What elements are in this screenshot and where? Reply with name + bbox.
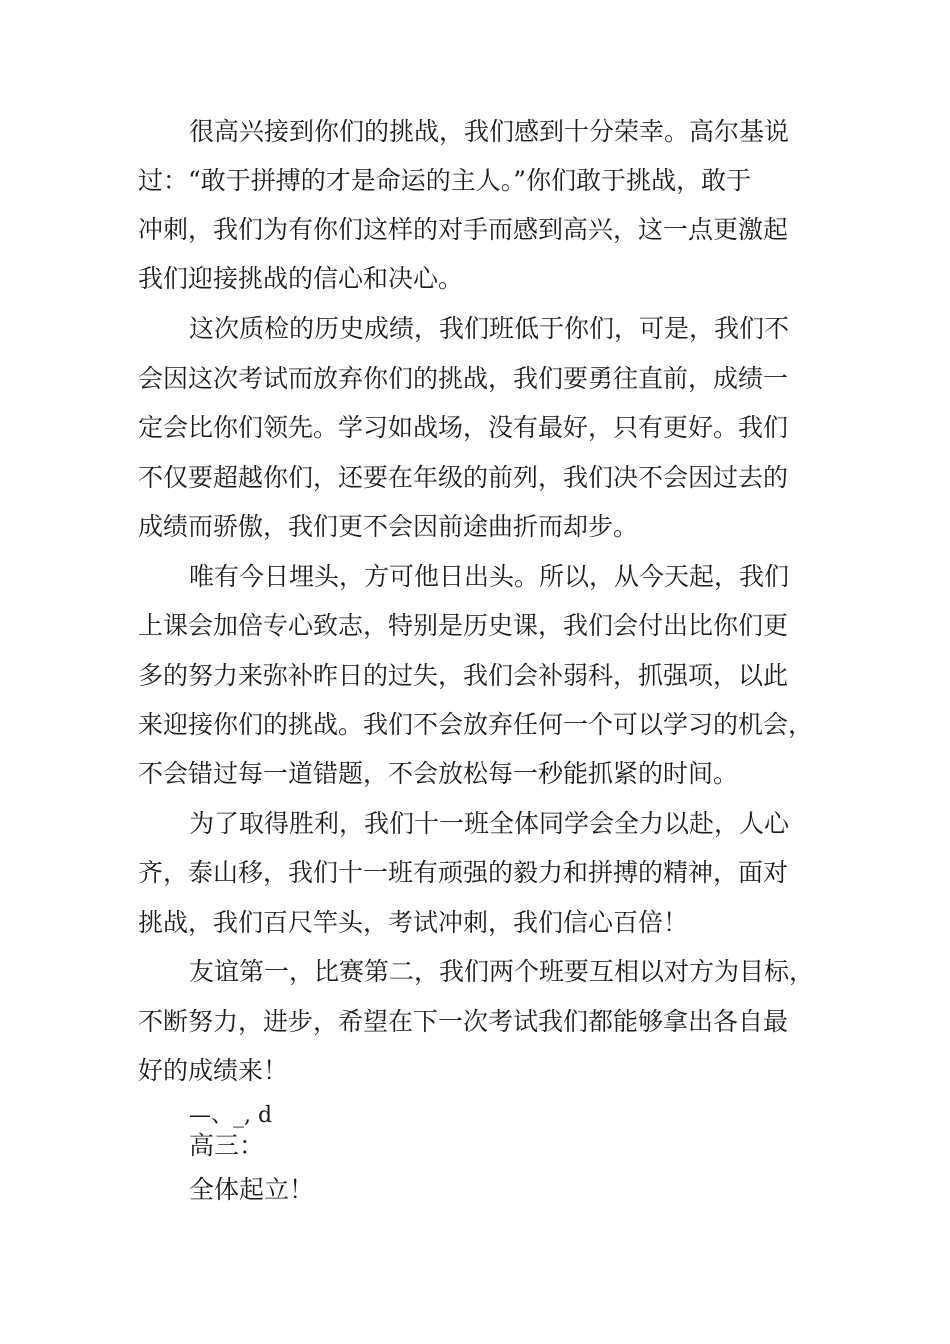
paragraph-3-line-5: 不会错过每一道错题，不会放松每一秒能抓紧的时间。 xyxy=(138,759,739,788)
paragraph-5-line-3: 好的成绩来！ xyxy=(138,1056,289,1085)
paragraph-5-line-1: 友谊第一，比赛第二，我们两个班要互相以对方为目标， xyxy=(189,957,815,986)
paragraph-3-line-1: 唯有今日埋头，方可他日出头。所以，从今天起，我们 xyxy=(189,562,790,591)
paragraph-2-line-5: 成绩而骄傲，我们更不会因前途曲折而却步。 xyxy=(138,512,639,541)
paragraph-2-line-4: 不仅要超越你们，还要在年级的前列，我们决不会因过去的 xyxy=(138,463,789,492)
paragraph-3-line-4: 来迎接你们的挑战。我们不会放弃任何一个可以学习的机会， xyxy=(138,710,814,739)
paragraph-2-line-2: 会因这次考试而放弃你们的挑战，我们要勇往直前，成绩一 xyxy=(138,364,789,393)
paragraph-4-line-3: 挑战，我们百尺竿头，考试冲刺，我们信心百倍！ xyxy=(138,908,689,937)
paragraph-3-line-2: 上课会加倍专心致志，特别是历史课，我们会付出比你们更 xyxy=(138,611,789,640)
fragment-line: —、_, d xyxy=(189,1103,273,1128)
paragraph-4-line-2: 齐，泰山移，我们十一班有顽强的毅力和拼搏的精神，面对 xyxy=(138,858,789,887)
paragraph-5-line-2: 不断努力，进步，希望在下一次考试我们都能够拿出各自最 xyxy=(138,1007,789,1036)
paragraph-2-line-1: 这次质检的历史成绩，我们班低于你们，可是，我们不 xyxy=(189,314,790,343)
paragraph-1-line-3: 冲刺，我们为有你们这样的对手而感到高兴，这一点更激起 xyxy=(138,215,789,244)
paragraph-1-line-4: 我们迎接挑战的信心和决心。 xyxy=(138,264,464,293)
paragraph-4-line-1: 为了取得胜利，我们十一班全体同学会全力以赴，人心 xyxy=(189,809,790,838)
paragraph-2-line-3: 定会比你们领先。学习如战场，没有最好，只有更好。我们 xyxy=(138,413,789,442)
paragraph-3-line-3: 多的努力来弥补昨日的过失，我们会补弱科，抓强项，以此 xyxy=(138,661,789,690)
closing-line: 全体起立！ xyxy=(189,1175,315,1204)
speaker-heading: 高三： xyxy=(189,1131,265,1160)
paragraph-1-line-1: 很高兴接到你们的挑战，我们感到十分荣幸。高尔基说 xyxy=(189,117,790,146)
paragraph-1-line-2: 过：“敢于拼搏的才是命运的主人。”你们敢于挑战，敢于 xyxy=(138,166,752,195)
